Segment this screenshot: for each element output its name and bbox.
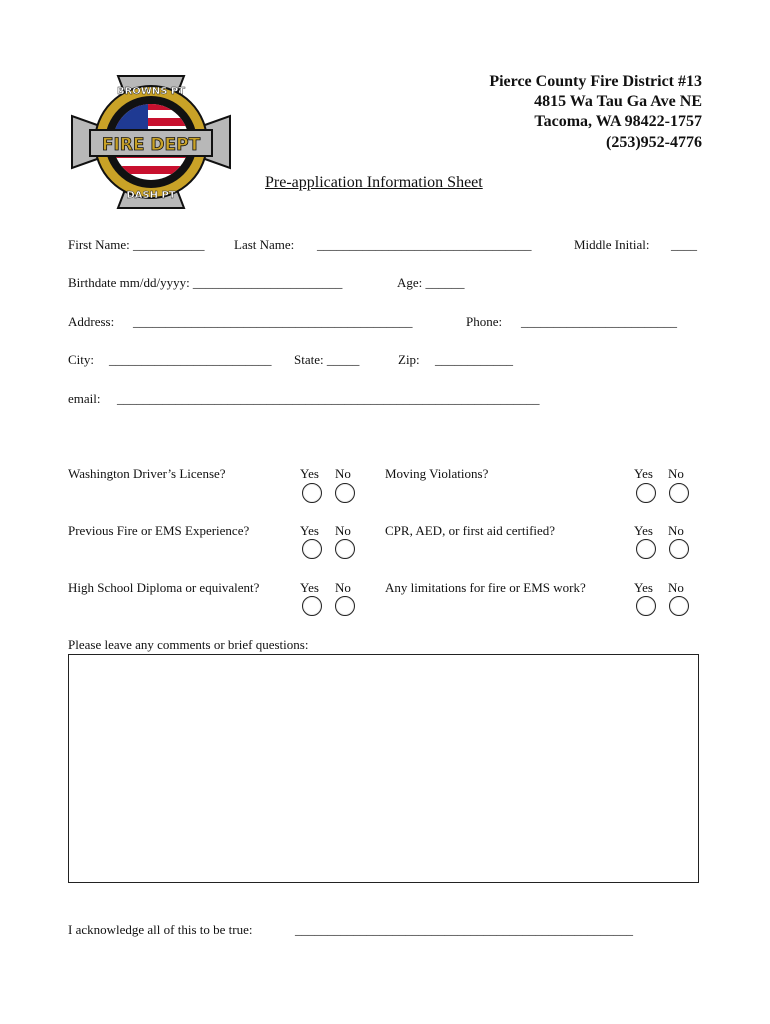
question-label: High School Diploma or equivalent? — [68, 580, 260, 595]
org-address: 4815 Wa Tau Ga Ave NE — [534, 93, 702, 110]
no-label: No — [335, 580, 351, 595]
yes-label: Yes — [300, 523, 319, 538]
no-label: No — [335, 523, 351, 538]
state-field[interactable]: State: _____ — [294, 352, 360, 367]
org-city: Tacoma, WA 98422-1757 — [534, 113, 702, 130]
no-label: No — [335, 466, 351, 481]
yes-label: Yes — [300, 580, 319, 595]
org-phone: (253)952-4776 — [606, 134, 702, 151]
yes-label: Yes — [634, 466, 653, 481]
org-name: Pierce County Fire District #13 — [489, 73, 702, 90]
question-label: Washington Driver’s License? — [68, 466, 226, 481]
signature-field[interactable]: ____________________________________________________ — [295, 922, 633, 937]
yes-label: Yes — [634, 523, 653, 538]
middle-initial-field[interactable]: ____ — [671, 237, 697, 252]
no-radio[interactable] — [335, 539, 355, 559]
last-name-label: Last Name: — [234, 237, 295, 252]
question-label: Any limitations for fire or EMS work? — [385, 580, 586, 595]
phone-label: Phone: — [466, 314, 503, 329]
yes-label: Yes — [300, 466, 319, 481]
email-label: email: — [68, 391, 101, 406]
city-label: City: — [68, 352, 95, 367]
address-label: Address: — [68, 314, 115, 329]
question-label: Previous Fire or EMS Experience? — [68, 523, 250, 538]
question-label: CPR, AED, or first aid certified? — [385, 523, 556, 538]
comments-label: Please leave any comments or brief questions: — [68, 637, 309, 652]
logo-bottom-text: DASH PT — [126, 190, 176, 201]
comments-textarea[interactable] — [68, 654, 699, 883]
no-radio[interactable] — [335, 596, 355, 616]
first-name-field[interactable]: First Name: ___________ — [68, 237, 205, 252]
phone-field[interactable]: ________________________ — [521, 314, 677, 329]
yes-radio[interactable] — [302, 596, 322, 616]
yes-radio[interactable] — [302, 483, 322, 503]
yes-radio[interactable] — [636, 596, 656, 616]
logo-top-text: BROWNS PT — [116, 86, 186, 97]
no-label: No — [668, 523, 684, 538]
middle-initial-label: Middle Initial: — [574, 237, 650, 252]
city-field[interactable]: _________________________ — [109, 352, 272, 367]
last-name-field[interactable]: _________________________________ — [317, 237, 532, 252]
no-radio[interactable] — [669, 596, 689, 616]
zip-field[interactable]: ____________ — [435, 352, 513, 367]
yes-radio[interactable] — [636, 539, 656, 559]
no-radio[interactable] — [669, 539, 689, 559]
email-field[interactable]: _________________________________________________________________ — [117, 391, 540, 406]
fire-dept-logo — [70, 72, 232, 212]
no-label: No — [668, 580, 684, 595]
zip-label: Zip: — [398, 352, 420, 367]
birthdate-field[interactable]: Birthdate mm/dd/yyyy: _______________________ — [68, 275, 343, 290]
maltese-cross-badge-icon — [70, 72, 232, 212]
age-field[interactable]: Age: ______ — [397, 275, 465, 290]
question-label: Moving Violations? — [385, 466, 489, 481]
no-radio[interactable] — [335, 483, 355, 503]
yes-label: Yes — [634, 580, 653, 595]
acknowledge-label: I acknowledge all of this to be true: — [68, 922, 253, 937]
no-radio[interactable] — [669, 483, 689, 503]
yes-radio[interactable] — [302, 539, 322, 559]
page-title: Pre-application Information Sheet — [265, 174, 483, 191]
address-field[interactable]: ___________________________________________ — [133, 314, 413, 329]
yes-radio[interactable] — [636, 483, 656, 503]
logo-center-text: FIRE DEPT — [101, 135, 201, 155]
no-label: No — [668, 466, 684, 481]
